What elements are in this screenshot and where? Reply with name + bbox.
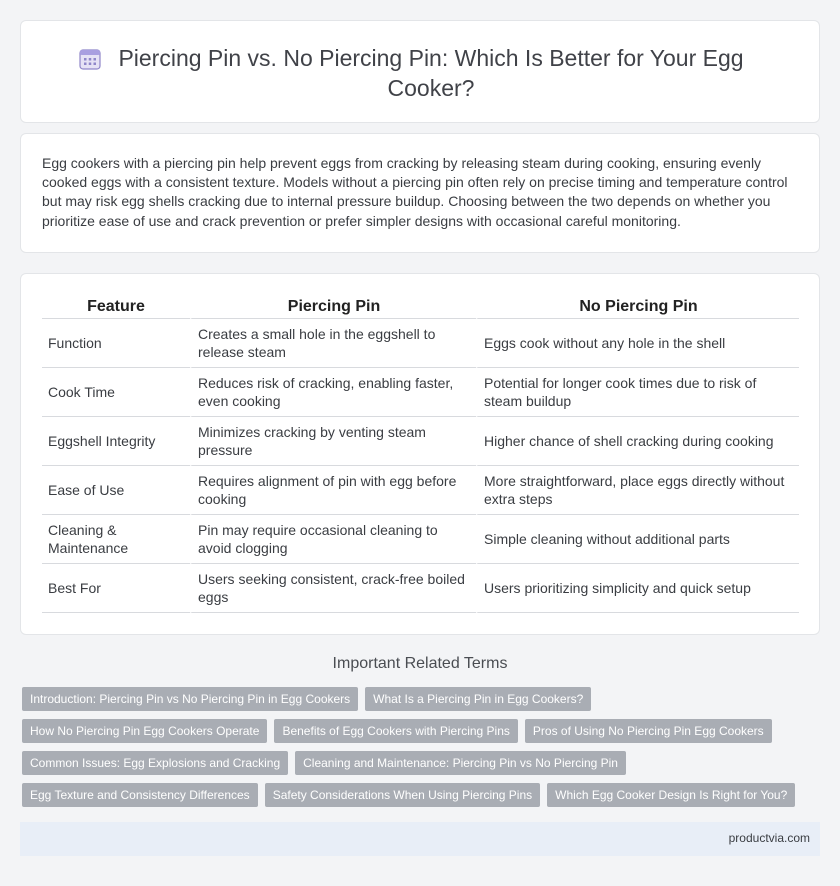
- related-term-tag[interactable]: Safety Considerations When Using Piercing Pins: [265, 783, 540, 807]
- comparison-table: [42, 293, 799, 613]
- page-title: Piercing Pin vs. No Piercing Pin: Which Is Better for Your Egg Cooker?: [118, 45, 744, 101]
- related-term-tag[interactable]: Pros of Using No Piercing Pin Egg Cookers: [525, 719, 772, 743]
- piercing-pin-cell: Users seeking consistent, crack-free boiled eggs: [190, 564, 476, 613]
- piercing-pin-cell: Creates a small hole in the eggshell to release steam: [190, 319, 476, 368]
- table-row: [42, 564, 799, 613]
- comparison-card: [20, 273, 820, 635]
- table-row: [42, 466, 799, 515]
- footer: [20, 822, 820, 856]
- feature-cell: Cook Time: [42, 368, 190, 417]
- piercing-pin-cell: Minimizes cracking by venting steam pressure: [190, 417, 476, 466]
- piercing-pin-cell: Pin may require occasional cleaning to avoid clogging: [190, 515, 476, 564]
- related-term-tag[interactable]: Which Egg Cooker Design Is Right for You?: [547, 783, 795, 807]
- feature-cell: Function: [42, 319, 190, 368]
- no-piercing-pin-cell: Simple cleaning without additional parts: [476, 515, 799, 564]
- header-piercing-pin: Piercing Pin: [190, 293, 476, 319]
- related-term-tag[interactable]: Egg Texture and Consistency Differences: [22, 783, 258, 807]
- no-piercing-pin-cell: Potential for longer cook times due to risk of steam buildup: [476, 368, 799, 417]
- feature-cell: Eggshell Integrity: [42, 417, 190, 466]
- table-row: [42, 368, 799, 417]
- piercing-pin-cell: Requires alignment of pin with egg before cooking: [190, 466, 476, 515]
- table-row: [42, 319, 799, 368]
- table-header-row: [42, 293, 799, 319]
- title-card: [20, 20, 820, 123]
- related-term-tag[interactable]: Common Issues: Egg Explosions and Cracking: [22, 751, 288, 775]
- table-row: [42, 515, 799, 564]
- header-feature: Feature: [42, 293, 190, 319]
- feature-cell: Ease of Use: [42, 466, 190, 515]
- no-piercing-pin-cell: Higher chance of shell cracking during cooking: [476, 417, 799, 466]
- table-row: [42, 417, 799, 466]
- intro-paragraph: Egg cookers with a piercing pin help prevent eggs from cracking by releasing steam during cooking, ensuring evenly cooked eggs with a consistent texture. Models without a piercing pin often rely on precise timing and temperature control but may risk egg shells cracking due to internal pressure buildup. Choosing between the two depends on whether you prioritize ease of use and crack prevention or prefer simpler designs with occasional careful monitoring.: [42, 155, 788, 229]
- related-term-tag[interactable]: How No Piercing Pin Egg Cookers Operate: [22, 719, 267, 743]
- header-no-piercing-pin: No Piercing Pin: [476, 293, 799, 319]
- piercing-pin-cell: Reduces risk of cracking, enabling faster, even cooking: [190, 368, 476, 417]
- related-terms-list: [22, 687, 812, 815]
- no-piercing-pin-cell: Users prioritizing simplicity and quick setup: [476, 564, 799, 613]
- feature-cell: Cleaning & Maintenance: [42, 515, 190, 564]
- related-term-tag[interactable]: Introduction: Piercing Pin vs No Piercing Pin in Egg Cookers: [22, 687, 358, 711]
- no-piercing-pin-cell: Eggs cook without any hole in the shell: [476, 319, 799, 368]
- related-term-tag[interactable]: Benefits of Egg Cookers with Piercing Pins: [274, 719, 517, 743]
- no-piercing-pin-cell: More straightforward, place eggs directly without extra steps: [476, 466, 799, 515]
- footer-site-link[interactable]: productvia.com: [728, 831, 810, 845]
- related-terms-heading: Important Related Terms: [332, 655, 508, 672]
- intro-card: [20, 133, 820, 253]
- feature-cell: Best For: [42, 564, 190, 613]
- related-term-tag[interactable]: Cleaning and Maintenance: Piercing Pin vs No Piercing Pin: [295, 751, 626, 775]
- related-term-tag[interactable]: What Is a Piercing Pin in Egg Cookers?: [365, 687, 591, 711]
